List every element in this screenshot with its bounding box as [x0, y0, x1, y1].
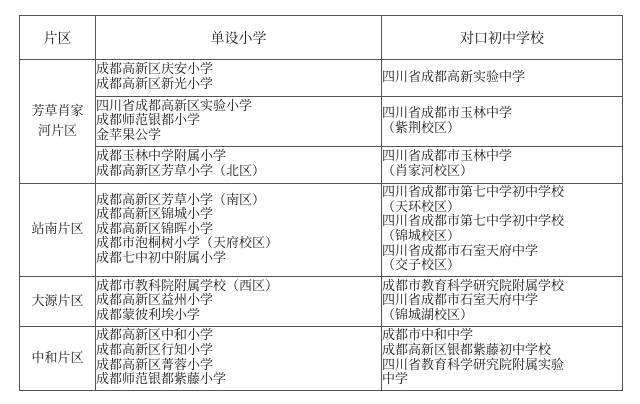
- middle-school-name: 四川省成都市第七中学初中学校: [382, 185, 565, 201]
- primary-school-name: 成都高新区锦晖小学: [96, 221, 214, 237]
- header-primary-school: 单设小学: [96, 16, 382, 60]
- middle-school-name: 成都市教育科学研究院附属学校: [382, 278, 565, 294]
- school-district-table: [19, 15, 623, 391]
- middle-school-name: 成都高新区银都紫藤初中学校: [382, 342, 552, 358]
- district-line: 站南片区: [31, 222, 84, 237]
- table-row: [20, 97, 623, 147]
- district-line: 河片区: [37, 123, 77, 139]
- primary-school-name: 成都高新区芳草小学（南区）: [96, 192, 266, 208]
- primary-school-name: 成都市教科院附属学校（西区）: [96, 278, 279, 294]
- middle-school-name: 四川省成都市石室天府中学: [382, 243, 539, 259]
- district-line: 中和片区: [31, 350, 84, 366]
- middle-school-cell: [382, 327, 623, 391]
- primary-school-name: 成都高新区益州小学: [96, 293, 214, 309]
- table-row: [20, 184, 623, 277]
- primary-school-name: 成都蒙彼利埃小学: [96, 307, 201, 323]
- district-cell: [20, 327, 96, 391]
- primary-school-name: 成都高新区新光小学: [96, 77, 214, 92]
- district-cell: [20, 60, 96, 184]
- middle-school-name: 四川省成都市第七中学初中学校: [382, 214, 565, 230]
- middle-school-name: 四川省教育科学研究院附属实验: [382, 357, 565, 373]
- primary-school-cell: [96, 60, 382, 97]
- header-row: [20, 16, 623, 60]
- middle-school-name: （天环校区）: [382, 199, 461, 215]
- header-district: 片区: [20, 16, 96, 60]
- middle-school-name: 四川省成都市玉林中学: [382, 149, 513, 165]
- primary-school-cell: [96, 277, 382, 327]
- primary-school-cell: [96, 327, 382, 391]
- table-row: [20, 60, 623, 97]
- district-cell: [20, 184, 96, 277]
- primary-school-cell: [96, 147, 382, 184]
- middle-school-name: （锦城湖校区）: [382, 307, 474, 323]
- primary-school-name: 四川省成都高新区实验小学: [96, 98, 253, 114]
- primary-school-cell: [96, 184, 382, 277]
- district-line: 芳草肖家: [31, 103, 84, 119]
- middle-school-name: 四川省成都市石室天府中学: [382, 293, 539, 309]
- middle-school-name: 四川省成都市玉林中学: [382, 105, 513, 121]
- district-line: 大源片区: [31, 293, 84, 309]
- middle-school-cell: [382, 184, 623, 277]
- header-middle-school: 对口初中学校: [382, 16, 623, 60]
- primary-school-name: 成都高新区庆安小学: [96, 62, 214, 78]
- middle-school-cell: [382, 60, 623, 97]
- primary-school-name: 成都高新区菁蓉小学: [96, 357, 214, 373]
- primary-school-name: 成都市泡桐树小学（天府校区）: [96, 236, 279, 252]
- middle-school-cell: [382, 97, 623, 147]
- table-row: [20, 277, 623, 327]
- primary-school-name: 成都玉林中学附属小学: [96, 149, 227, 165]
- middle-school-name: 四川省成都高新实验中学: [382, 69, 526, 85]
- primary-school-name: 成都高新区中和小学: [96, 328, 214, 344]
- middle-school-name: 中学: [382, 372, 409, 388]
- primary-school-name: 金苹果公学: [96, 127, 162, 143]
- primary-school-name: 成都七中初中附属小学: [96, 250, 227, 266]
- middle-school-cell: [382, 147, 623, 184]
- primary-school-name: 成都师范银都紫藤小学: [96, 372, 227, 388]
- table-row: [20, 147, 623, 184]
- middle-school-name: （紫荆校区）: [382, 120, 461, 136]
- middle-school-cell: [382, 277, 623, 327]
- primary-school-name: 成都高新区芳草小学（北区）: [96, 164, 266, 179]
- middle-school-name: （锦城校区）: [382, 229, 461, 244]
- middle-school-name: （交子校区）: [382, 258, 461, 274]
- primary-school-name: 成都高新区锦城小学: [96, 207, 214, 223]
- primary-school-cell: [96, 97, 382, 147]
- middle-school-name: 成都市中和中学: [382, 328, 474, 344]
- middle-school-name: （肖家河校区）: [382, 164, 474, 179]
- primary-school-name: 成都高新区行知小学: [96, 342, 214, 358]
- district-cell: [20, 277, 96, 327]
- table-row: [20, 327, 623, 391]
- primary-school-name: 成都师范银都小学: [96, 113, 201, 129]
